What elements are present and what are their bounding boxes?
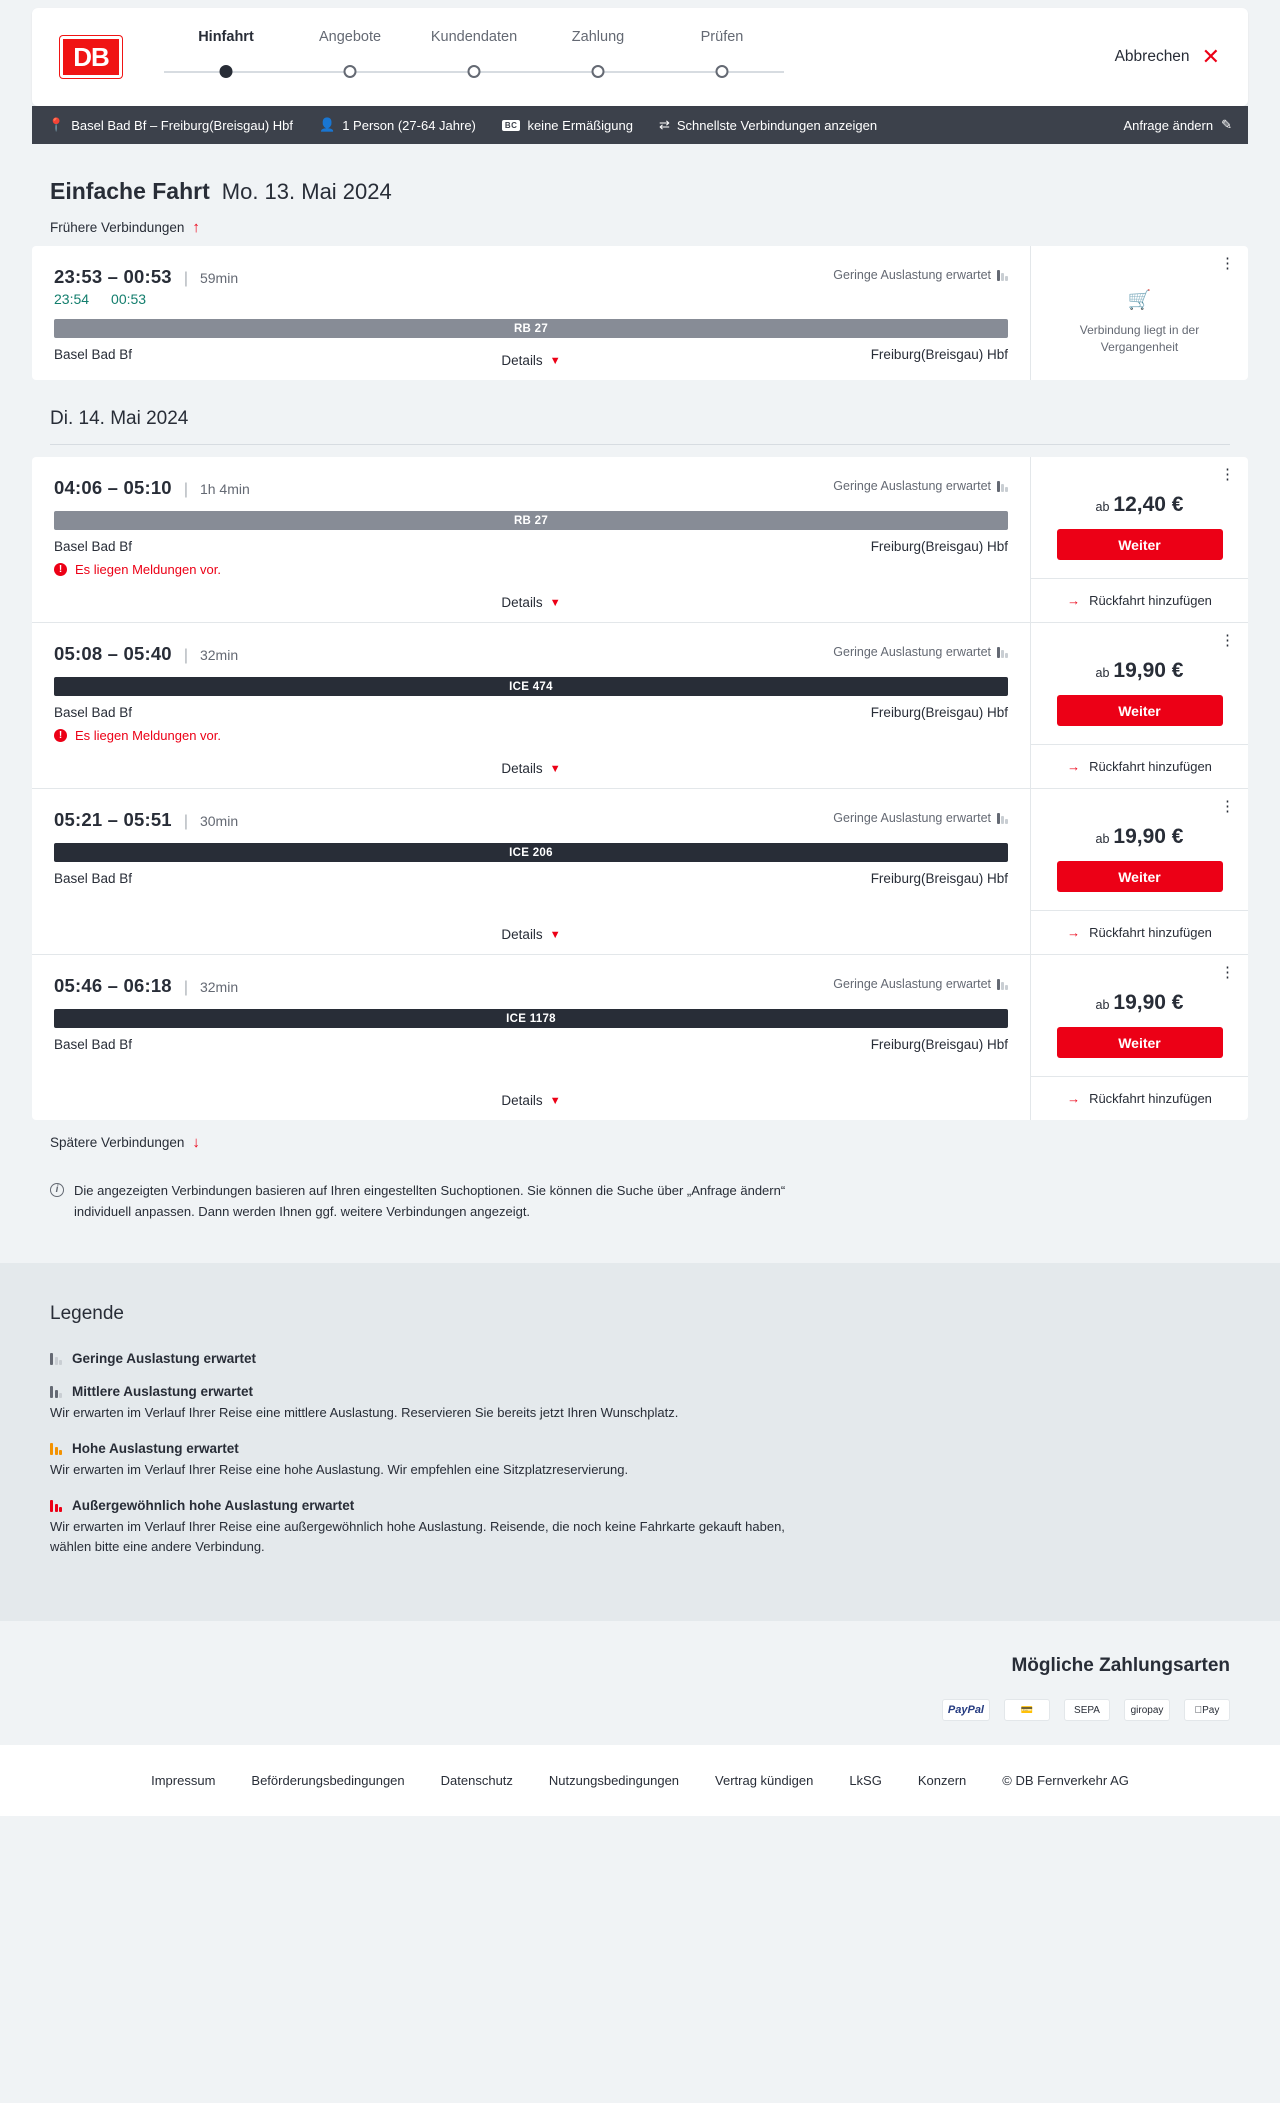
details-label: Details [501,595,543,610]
summary-passengers [319,117,476,133]
details-toggle[interactable] [32,761,1030,776]
cancel-label: Abbrechen [1114,48,1190,65]
legend-item-high [32,1441,1248,1480]
summary-discount-label: keine Ermäßigung [527,117,633,133]
price-value: 19,90 € [1113,991,1184,1014]
utilization-extreme-icon [50,1499,62,1512]
later-label: Spätere Verbindungen [50,1135,185,1150]
utilization-label: Geringe Auslastung erwartet [833,479,991,493]
legend-section [0,1263,1280,1622]
connection-row[interactable] [32,457,1248,623]
applepay-icon: Pay [1184,1699,1230,1721]
train-badge: ICE 206 [54,843,1008,862]
arrow-down-icon: ↓ [192,1134,200,1151]
step-pruefen[interactable] [660,29,784,85]
station-to: Freiburg(Breisgau) Hbf [870,1037,1008,1052]
location-pin-icon: 📍 [48,117,65,132]
footer-link-datenschutz[interactable]: Datenschutz [440,1773,513,1789]
day-separator [32,380,1248,457]
giropay-icon: giropay [1124,1699,1170,1721]
details-label: Details [501,927,543,942]
add-return-trip-button[interactable] [1031,910,1248,954]
checkout-stepper [164,29,784,85]
add-return-trip-label: Rückfahrt hinzufügen [1089,1091,1212,1106]
footer [0,1745,1280,1816]
station-to: Freiburg(Breisgau) Hbf [870,705,1008,720]
sepa-icon: SEPA [1064,1699,1110,1721]
connection-duration: 32min [199,979,239,995]
legend-description: Wir erwarten im Verlauf Ihrer Reise eine außergewöhnlich hohe Auslastung. Reisende, die noch keine Fahrkarte gekauft haben, wählen bitte eine andere Verbindung. [50,1518,785,1555]
connection-list-day1 [32,246,1248,380]
legend-item-low [32,1351,1248,1366]
step-label: Prüfen [700,29,744,45]
later-connections-button[interactable] [32,1120,1248,1161]
bahncard-icon: BC [502,120,521,131]
cart-disabled-icon: 🛒 [1127,289,1152,311]
legend-description: Wir erwarten im Verlauf Ihrer Reise eine mittlere Auslastung. Reservieren Sie bereits jetzt Ihren Wunschplatz. [50,1404,679,1420]
legend-label: Außergewöhnlich hohe Auslastung erwartet [72,1497,355,1513]
paypal-icon: PayPal [942,1699,990,1721]
arrow-right-icon: → [1067,759,1081,774]
details-label: Details [501,353,543,368]
step-angebote[interactable] [288,29,412,85]
connection-stations [54,539,1008,554]
person-icon: 👤 [319,117,336,132]
utilization-low-icon [997,646,1008,658]
edit-search-label: Anfrage ändern [1123,117,1214,133]
sort-icon: ⇄ [658,117,670,132]
summary-route-label: Basel Bad Bf – Freiburg(Breisgau) Hbf [71,117,294,133]
connection-message[interactable] [54,562,1008,577]
utilization-high-icon [50,1442,62,1455]
utilization-indicator [833,645,1008,659]
chevron-down-icon: ▼ [549,596,561,609]
connection-details-area [32,955,1030,1120]
utilization-indicator [833,977,1008,991]
page-title-text: Einfache Fahrt [50,178,210,204]
arrow-right-icon: → [1067,1091,1081,1106]
legend-label: Hohe Auslastung erwartet [72,1440,239,1456]
payment-section [0,1621,1280,1745]
chevron-down-icon: ▼ [549,1094,561,1107]
connection-action-area [1030,246,1248,380]
train-badge: ICE 1178 [54,1009,1008,1028]
connection-stations [54,871,1008,886]
connection-time: 05:21 – 05:51 [54,809,172,830]
continue-button[interactable]: Weiter [1057,861,1223,892]
price-value: 19,90 € [1113,825,1184,848]
chevron-down-icon: ▼ [549,928,561,941]
footer-link-lksg[interactable]: LkSG [849,1773,882,1789]
price-display [1096,659,1184,683]
realtime-times [54,291,1008,307]
details-label: Details [501,1093,543,1108]
earlier-label: Frühere Verbindungen [50,220,185,235]
connection-action-area [1030,457,1248,622]
warning-icon: ! [54,563,67,576]
footer-link-nutzungsbedingungen[interactable]: Nutzungsbedingungen [548,1773,680,1789]
price-prefix: ab [1095,998,1110,1012]
station-from: Basel Bad Bf [54,539,133,554]
more-options-icon[interactable]: ⋮ [1220,466,1236,483]
add-return-trip-button[interactable] [1031,578,1248,622]
creditcard-icon: 💳 [1004,1699,1050,1721]
utilization-low-icon [997,812,1008,824]
more-options-icon[interactable]: ⋮ [1220,798,1236,815]
connection-list-day2 [32,457,1248,1120]
connection-message-label: Es liegen Meldungen vor. [75,562,221,577]
utilization-label: Geringe Auslastung erwartet [833,811,991,825]
close-icon[interactable]: ✕ [1201,44,1220,69]
divider [50,444,1230,445]
footer-link-vertrag-kuendigen[interactable]: Vertrag kündigen [715,1773,814,1789]
connection-duration: 30min [199,813,239,829]
continue-button[interactable]: Weiter [1057,695,1223,726]
connection-time: 23:53 – 00:53 [54,266,172,287]
step-hinfahrt[interactable] [164,29,288,85]
connection-row[interactable] [32,246,1248,380]
connection-details-area [32,246,1030,380]
price-display [1096,991,1184,1015]
main-content [0,144,1280,1263]
page-root [0,8,1280,2103]
summary-sorting [659,117,877,133]
station-to: Freiburg(Breisgau) Hbf [870,539,1008,554]
connection-time: 05:46 – 06:18 [54,975,172,996]
cancel-button[interactable] [1115,46,1220,68]
summary-passengers-label: 1 Person (27-64 Jahre) [342,117,476,133]
connection-message-label: Es liegen Meldungen vor. [75,728,221,743]
add-return-trip-label: Rückfahrt hinzufügen [1089,925,1212,940]
arrow-right-icon: → [1067,593,1081,608]
page-title-date: Mo. 13. Mai 2024 [221,179,392,204]
price-prefix: ab [1095,500,1110,514]
step-kundendaten[interactable] [412,29,536,85]
edit-search-button[interactable] [1123,117,1232,133]
page-title [32,144,1248,205]
station-to: Freiburg(Breisgau) Hbf [870,347,1008,362]
connection-duration: 1h 4min [199,481,250,497]
chevron-down-icon: ▼ [549,354,561,367]
connection-stations [54,1037,1008,1052]
footer-copyright: © DB Fernverkehr AG [1002,1773,1129,1789]
continue-button[interactable]: Weiter [1057,529,1223,560]
summary-discount [502,118,633,133]
price-value: 12,40 € [1113,493,1184,516]
connection-time: 05:08 – 05:40 [54,643,172,664]
utilization-label: Geringe Auslastung erwartet [833,977,991,991]
utilization-label: Geringe Auslastung erwartet [833,268,991,282]
footer-link-konzern[interactable]: Konzern [917,1773,967,1789]
legend-item-medium [32,1384,1248,1423]
info-icon: i [50,1183,64,1197]
train-badge: RB 27 [54,319,1008,338]
station-from: Basel Bad Bf [54,347,133,362]
utilization-indicator [833,479,1008,493]
utilization-medium-icon [50,1385,62,1398]
continue-button[interactable]: Weiter [1057,1027,1223,1058]
price-prefix: ab [1095,666,1110,680]
connection-details-area [32,623,1030,788]
search-hint [32,1161,852,1263]
more-options-icon[interactable]: ⋮ [1220,964,1236,981]
legend-item-extreme [32,1498,1248,1557]
step-label: Hinfahrt [198,29,254,45]
station-from: Basel Bad Bf [54,871,133,886]
past-connection-text: Verbindung liegt in der Vergangenheit [1079,322,1200,354]
separator: | [183,647,188,664]
connection-details-area [32,457,1030,622]
realtime-departure: 23:54 [54,291,90,307]
utilization-indicator [833,268,1008,282]
price-prefix: ab [1095,832,1110,846]
add-return-trip-button[interactable] [1031,1076,1248,1120]
summary-route [48,117,293,133]
utilization-indicator [833,811,1008,825]
connection-details-area [32,789,1030,954]
chevron-down-icon: ▼ [549,762,561,775]
price-value: 19,90 € [1113,659,1184,682]
more-options-icon[interactable]: ⋮ [1220,632,1236,649]
connection-row[interactable] [32,789,1248,955]
arrow-right-icon: → [1067,925,1081,940]
details-toggle[interactable] [32,595,1030,610]
earlier-connections-button[interactable] [32,205,1248,246]
day-separator-label: Di. 14. Mai 2024 [50,408,189,429]
header-bar [32,8,1248,106]
summary-sorting-label: Schnellste Verbindungen anzeigen [676,117,878,133]
utilization-low-icon [50,1352,62,1365]
add-return-trip-label: Rückfahrt hinzufügen [1089,593,1212,608]
connection-action-area [1030,789,1248,954]
connection-action-area [1030,955,1248,1120]
legend-title: Legende [50,1302,124,1324]
train-badge: ICE 474 [54,677,1008,696]
legend-label: Geringe Auslastung erwartet [72,1350,257,1366]
payment-logos [32,1699,1248,1721]
realtime-arrival: 00:53 [111,291,147,307]
connection-action-area [1030,623,1248,788]
connection-stations [54,705,1008,720]
utilization-low-icon [997,269,1008,281]
search-summary-bar [32,106,1248,144]
step-label: Angebote [318,29,382,45]
separator: | [183,481,188,498]
connection-message[interactable] [54,728,1008,743]
station-to: Freiburg(Breisgau) Hbf [870,871,1008,886]
legend-label: Mittlere Auslastung erwartet [72,1383,254,1399]
legend-description: Wir erwarten im Verlauf Ihrer Reise eine hohe Auslastung. Wir empfehlen eine Sitzplatzreservierung. [50,1461,629,1477]
station-from: Basel Bad Bf [54,1037,133,1052]
price-display [1096,825,1184,849]
utilization-label: Geringe Auslastung erwartet [833,645,991,659]
details-toggle[interactable] [32,1093,1030,1108]
details-toggle[interactable] [32,353,1030,368]
connection-row[interactable] [32,623,1248,789]
more-options-icon[interactable]: ⋮ [1220,255,1236,272]
step-label: Zahlung [571,29,625,45]
separator: | [183,270,188,287]
footer-link-befoerderungsbedingungen[interactable]: Beförderungsbedingungen [251,1773,405,1789]
payment-title: Mögliche Zahlungsarten [1011,1655,1230,1677]
price-display [1096,493,1184,517]
connection-time: 04:06 – 05:10 [54,477,172,498]
footer-link-impressum[interactable]: Impressum [151,1773,216,1789]
warning-icon: ! [54,729,67,742]
add-return-trip-label: Rückfahrt hinzufügen [1089,759,1212,774]
train-badge: RB 27 [54,511,1008,530]
search-hint-text: Die angezeigten Verbindungen basieren auf Ihren eingestellten Suchoptionen. Sie können die Suche über „Anfrage ändern“ individuell anpassen. Dann werden Ihnen ggf. weitere Verbindungen angezeigt. [74,1183,786,1219]
arrow-up-icon: ↑ [192,219,200,236]
connection-row[interactable] [32,955,1248,1120]
step-zahlung[interactable] [536,29,660,85]
station-from: Basel Bad Bf [54,705,133,720]
step-label: Kundendaten [430,29,518,45]
utilization-low-icon [997,480,1008,492]
separator: | [183,813,188,830]
pencil-icon[interactable]: ✎ [1221,117,1232,132]
add-return-trip-button[interactable] [1031,744,1248,788]
utilization-low-icon [997,978,1008,990]
connection-duration: 32min [199,647,239,663]
separator: | [183,979,188,996]
details-label: Details [501,761,543,776]
connection-duration: 59min [199,270,239,286]
past-connection-note [1031,264,1248,380]
details-toggle[interactable] [32,927,1030,942]
db-logo[interactable]: DB [60,36,122,78]
